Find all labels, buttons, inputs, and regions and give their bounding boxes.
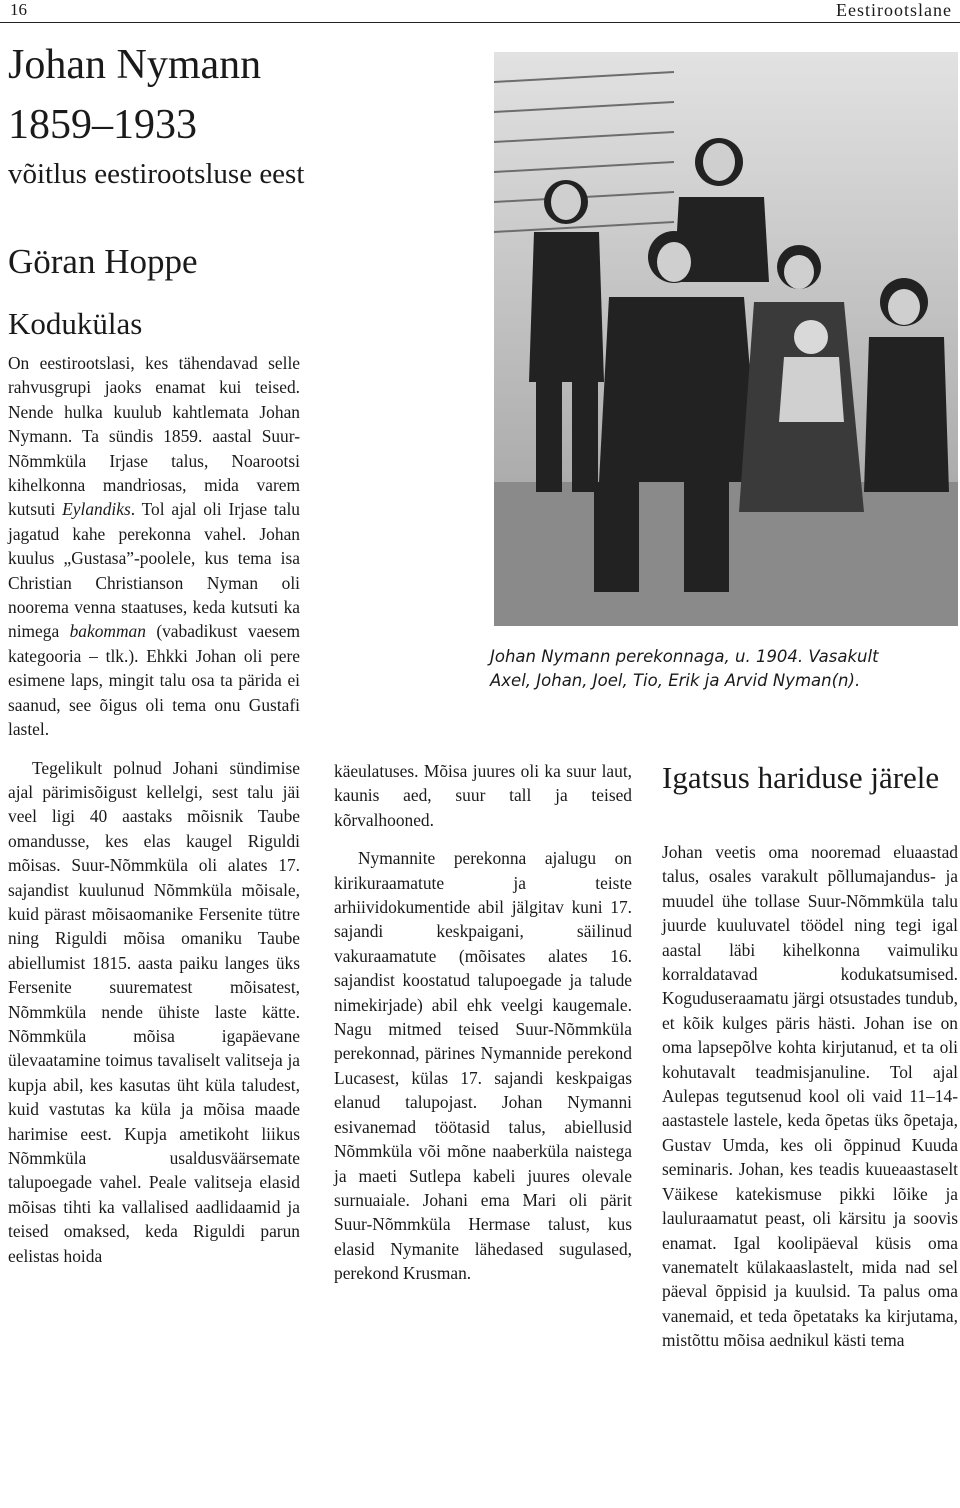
body-column-2 (334, 759, 632, 1286)
paragraph: On eestirootslasi, kes tähendavad selle rahvusgrupi jaoks enamat kui teised. Nende hulka kuulub kahtlemata Johan Nymann. Ta sündis 1859. aastal Suur-Nõmmküla Irjase talus, Noarootsi kihelkonna mandriosas, mida varem kutsuti Eylandiks. Tol ajal oli Irjase talu jagatud kahe perekonna vahel. Johan kuulus „Gustasa”-poolele, kus tema isa Christian Christianson Nyman oli noorema venna staatuses, keda kutsuti ka nimega bakomman (vabadikust vaesem kategooria – tlk.). Ehkki Johan oli pere esimene laps, mingit talu osa ta pärida ei saanud, see õigus oli tema onu Gustafi lastel. (8, 353, 300, 740)
article-subtitle: võitlus eestirootsluse eest (8, 158, 305, 190)
page-header (0, 0, 960, 23)
running-head: Eestirootslane (836, 0, 952, 20)
article-title: Johan Nymann (8, 42, 262, 88)
paragraph: Nymannite perekonna ajalugu on kirikuraamatute ja teiste arhiividokumentide abil jälgitav kuni 17. sajandi keskpaigani, säilinud vakuraamatute (mõisates alates 16. sajandist koostatud talupoegade ja talude nimekirjade) abil ehk veelgi kaugemale. Nagu mitmed teised Suur-Nõmmküla perekonnad, pärines Nymannide perekond Lucasest, külas 17. sajandi keskpaigas elanud talupojast. Johan Nymanni esivanemad töötasid talus, abiellusid Nõmmküla või mõne naaberküla naistega ja maeti Sutlepa kabeli juures olevale surnuaiale. Johani ema Mari oli pärit Suur-Nõmmküla Hermase talust, kus elasid Nymanite lähedased sugulased, perekond Krusman. (334, 848, 632, 1284)
section-heading-kodukulas: Kodukülas (8, 306, 143, 341)
body-column-1 (8, 351, 300, 1268)
family-photo (494, 52, 958, 626)
paragraph: Johan veetis oma nooremad eluaastad talus, osales varakult põllumajandus- ja muudel ühe tollase Suur-Nõmmküla talu juurde kuuluvatel töödel ning tegi igal aastal läbi kihelkonna vaimuliku korraldatavad kodukatsumised. Koguduseraamatu järgi otsustades tundub, et kõik kulges päris hästi. Johan ise on oma lapsepõlve kohta kirjutanud, et ta oli kohutavalt teadmisjanuline. Tol ajal Aulepas tegutsenud kool oli vaid 11–14-aastastele lastele, keda õpetas üks õpetaja, Gustav Umda, kes oli õppinud Kuuda seminaris. Johan, kes teadis kuueaastaselt Väikese katekismuse pikki lõike ja lauluraamatut peast, oli kärsitu ja soovis enamat. Igal koolipäeval küsis oma vanematelt külakaaslastelt, mida nad sel päeval õppisid ja kuulsid. Ta palus oma vanemaid, et teda õpetataks ka kirjutama, mistõttu mõisa aednikul kästi tema (662, 842, 958, 1351)
paragraph: Tegelikult polnud Johani sündimise ajal pärimisõigust kellelgi, sest talu jäi veel ligi 40 aastaks mõisnik Taube omandusse, kes elas kaugel Riguldi mõisas. Suur-Nõmmküla oli alates 17. sajandist kuulunud Nõmmküla mõisale, kuid pärast mõisaomanike Fersenite tütre ning Riguldi mõisa omaniku Taube abiellumist 1815. aasta paiku langes üks Fersenite suurematest mõisatest, Nõmmküla nende ühiste laste kätte. Nõmmküla mõisa igapäevane ülevaatamine toimus tavaliselt valitseja ja kupja abil, kes kasutas üht küla taludest, kuid vastutas ka küla ja mõisa maade harimise eest. Kupja ametikoht liikus Nõmmküla usaldusväärsemate talupoegade vahel. Peale valitseja elasid mõisas tihti ka vallalised aadlidaamid ja teised omaksed, keda Riguldi parun eelistas hoida (8, 757, 300, 1266)
author-name: Göran Hoppe (8, 242, 198, 281)
page-number: 16 (10, 0, 27, 19)
section-heading-igatsus: Igatsus hariduse järele (662, 760, 940, 795)
caption-line: Axel, Johan, Joel, Tio, Erik ja Arvid Nyman(n). (490, 671, 861, 690)
body-column-3 (662, 840, 958, 1353)
paragraph: käeulatuses. Mõisa juures oli ka suur laut, kaunis aed, suur tall ja teised kõrvalhooned. (334, 761, 632, 830)
article-title-years: 1859–1933 (8, 102, 197, 148)
photo-caption (490, 645, 958, 693)
caption-line: Johan Nymann perekonnaga, u. 1904. Vasakult (490, 647, 879, 666)
